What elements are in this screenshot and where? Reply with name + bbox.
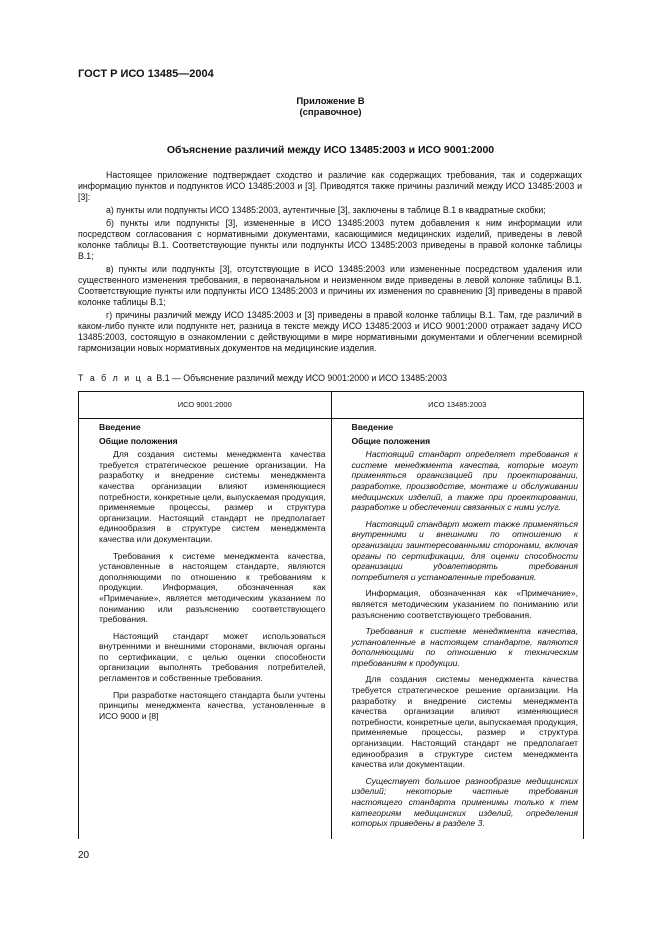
table-header-right: ИСО 13485:2003 — [428, 400, 487, 409]
table-caption — [78, 373, 447, 383]
right-heading-intro: Введение — [351, 422, 394, 432]
table-cell-right — [332, 419, 584, 839]
page-number: 20 — [78, 850, 90, 861]
intro-item-v: в) пункты или подпункты [3], отсутствующие в ИСО 13485:2003 или измененные посредством удаления или существенного изменения требования, в первоначальном и неизменном виде приведены в левой колонке таблицы В.1. Соответствующие пункты или подпункты ИСО 13485:2003 и причины их изменения по сравнению [3] приведены в правой колонке таблицы В.1; — [78, 264, 582, 307]
table-header-left: ИСО 9001:2000 — [79, 392, 332, 418]
left-paragraph: Требования к системе менеджмента качества, установленные в настоящем стандарте, являются дополняющими по отношению к требованиям к продукции. Информация, обозначенная как «Примечание», является методическим указанием по пониманию или разъяснению соответствующего требования. — [99, 550, 326, 625]
right-paragraph: Настоящий стандарт определяет требования к системе менеджмента качества, которые могут применяться организацией при проектировании, разработке, производстве, монтаже и обслуживании медицинских изделий, а также при проектировании, разработке и обеспечении связанных с ними услуг. — [351, 449, 578, 513]
right-paragraph: Настоящий стандарт может также применяться внутренними и внешними по отношению к организации заинтересованными сторонами, включая органы по сертификации, для оценки способности организации удовлетворять требования потребителя и установленные требования. — [351, 518, 578, 582]
left-paragraph: Настоящий стандарт может использоваться внутренними и внешними сторонами, включая органы по сертификации, с целью оценки способности организации выполнять требования потребителей, регламентов и собственные требования. — [99, 630, 326, 684]
appendix-heading — [0, 96, 661, 118]
right-paragraph: Информация, обозначенная как «Примечание», является методическим указанием по пониманию или разъяснению соответствующего требования. — [351, 588, 578, 620]
table-caption-prefix: Т а б л и ц а — [78, 373, 154, 383]
table-header-row — [79, 392, 583, 419]
table-body-row — [79, 419, 583, 839]
table-cell-left — [79, 419, 332, 839]
intro-item-a: а) пункты или подпункты ИСО 13485:2003, аутентичные [3], заключены в таблице В.1 в квадратные скобки; — [106, 205, 546, 215]
right-heading-general: Общие положения — [351, 435, 431, 446]
table-caption-text: В.1 — Объяснение различий между ИСО 9001:2000 и ИСО 13485:2003 — [156, 373, 448, 383]
right-paragraph: Для создания системы менеджмента качества требуется стратегическое решение организации. На разработку и внедрение системы менеджмента качества организации влияют изменяющиеся потребности, конкретные цели, выпускаемая продукция, применяемые процессы, размер и структура организации. Настоящий стандарт не предполагает единообразия в структуре систем менеджмента качества или документации. — [351, 674, 578, 770]
left-heading-intro: Введение — [99, 422, 141, 432]
comparison-table — [78, 391, 584, 839]
document-header: ГОСТ Р ИСО 13485—2004 — [78, 68, 214, 80]
right-paragraph: Существует большое разнообразие медицинских изделий; некоторые частные требования настоящего стандарта применимы только к тем категориям медицинских изделий, определения которых приведены в разделе 3. — [351, 775, 578, 829]
intro-item-g: г) причины различий между ИСО 13485:2003 и [3] приведены в правой колонке таблицы В.1. Там, где различий в каком-либо пункте или подпункте нет, разница в тексте между ИСО 13485:2003 и ИСО 9001:2000 отражает задачу ИСО 13485:2003, состоящую в ознакомлении с действующими в мире нормативными документами и облегчении всемирной гармонизации новых нормативных документов на медицинские изделия. — [78, 310, 582, 353]
section-title: Объяснение различий между ИСО 13485:2003 и ИСО 9001:2000 — [166, 144, 495, 156]
left-paragraph: При разработке настоящего стандарта были учтены принципы менеджмента качества, установленные в ИСО 9000 и [8] — [99, 689, 326, 721]
intro-paragraph: Настоящее приложение подтверждает сходство и различие как содержащих требования, так и содержащих информацию пунктов и подпунктов ИСО 13485:2003 и [3]. Приводятся также причины различий между ИСО 13485:2003 и [3]: — [78, 170, 582, 202]
left-paragraph: Для создания системы менеджмента качества требуется стратегическое решение организации. На разработку и внедрение системы менеджмента качества организации влияют изменяющиеся потребности, конкретные цели, выпускаемая продукция, применяемые процессы, размер и структура организации. Настоящий стандарт не предполагает единообразия в структуре систем менеджмента качества или документации. — [99, 449, 326, 544]
appendix-note: (справочное) — [299, 107, 362, 118]
intro-item-b: б) пункты или подпункты [3], измененные в ИСО 13485:2003 путем добавления к ним информации или посредством согласования с нормативными документами, касающимися медицинских изделий, приведены в левой колонке таблицы В.1. Соответствующие пункты или подпункты ИСО 13485:2003 приведены в правой колонке таблицы В.1; — [78, 218, 582, 261]
left-heading-general: Общие положения — [99, 435, 178, 446]
right-paragraph: Требования к системе менеджмента качества, установленные в настоящем стандарте, являются дополняющими по отношению к техническим требованиям к продукции. — [351, 626, 578, 668]
intro-text — [78, 170, 582, 356]
appendix-label: Приложение В — [296, 96, 365, 107]
